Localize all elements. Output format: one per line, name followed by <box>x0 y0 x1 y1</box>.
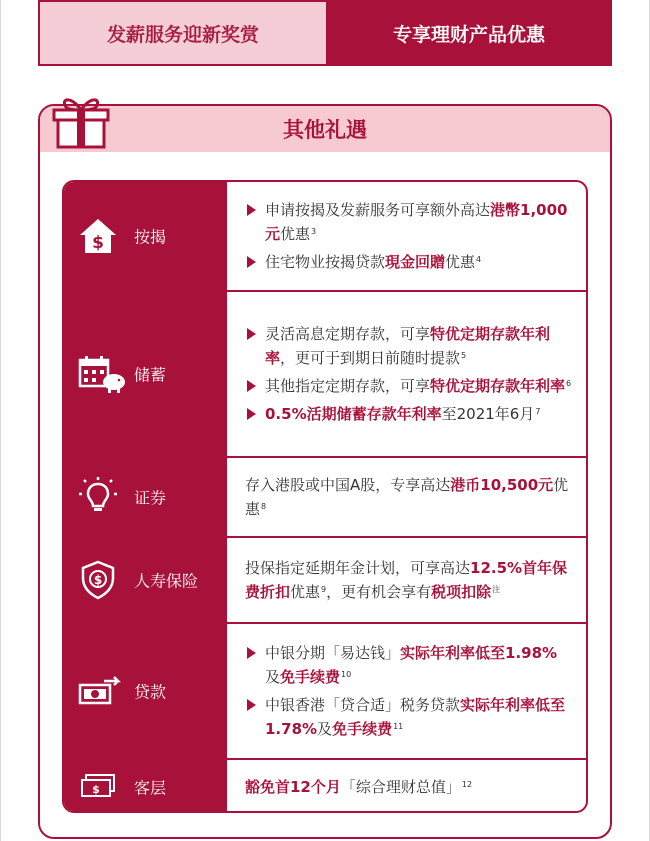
tab-payroll-welcome-rewards[interactable]: 发薪服务迎新奖赏 <box>38 0 326 66</box>
item-text: 中银香港「贷合适」税务贷款 <box>265 696 461 714</box>
calendar-piggy-bank-icon <box>78 354 128 394</box>
item-text: 「综合理财总值」 <box>340 777 461 796</box>
list-item <box>245 641 572 689</box>
house-dollar-icon <box>78 216 118 256</box>
item-highlight: 实际年利率低至1.78% <box>265 696 566 738</box>
footnote-ref[interactable]: 4 <box>476 255 482 264</box>
list-item <box>245 322 572 370</box>
item-highlight: 特优定期存款年利率 <box>265 325 551 367</box>
row-client-tier-content <box>227 760 586 813</box>
item-highlight: 免手续费 <box>280 668 341 686</box>
item-text: 优惠 <box>445 253 476 271</box>
item-text: 住宅物业按揭贷款 <box>265 253 386 271</box>
footnote-ref[interactable]: 注 <box>492 585 501 594</box>
footnote-ref[interactable]: 7 <box>535 407 541 416</box>
privileges-table <box>62 180 588 813</box>
row-label: 人寿保险 <box>134 571 199 591</box>
tab-bar <box>38 0 612 66</box>
item-text: 中银分期「易达钱」 <box>265 644 401 662</box>
svg-text:$: $ <box>92 782 100 796</box>
panel-title: 其他礼遇 <box>283 118 367 142</box>
item-text: ，更可于到期日前随时提款 <box>280 349 461 367</box>
item-text: 优惠 <box>280 225 311 243</box>
item-text: ，更有机会享有 <box>326 583 432 601</box>
item-text: 优惠 <box>290 583 321 601</box>
list-item <box>245 402 572 426</box>
row-client-tier <box>64 760 586 813</box>
footnote-ref[interactable]: 9 <box>321 585 327 594</box>
list-item <box>245 198 572 246</box>
footnote-ref[interactable]: 8 <box>261 502 267 511</box>
item-highlight: 实际年利率低至1.98% <box>400 644 558 662</box>
lightbulb-icon <box>78 477 118 517</box>
row-life-insurance <box>64 538 586 622</box>
row-text <box>245 473 572 521</box>
list-item <box>245 374 572 398</box>
item-highlight: 港币10,500元 <box>450 476 554 494</box>
row-loans-header <box>64 624 227 758</box>
row-client-tier-header <box>64 760 227 813</box>
row-label: 证券 <box>134 488 167 508</box>
row-mortgage-header <box>64 182 227 290</box>
row-loans-content <box>227 624 586 758</box>
row-savings <box>64 292 586 456</box>
shield-dollar-icon <box>78 560 118 600</box>
row-label: 贷款 <box>134 682 167 702</box>
panel-header <box>40 106 610 152</box>
footnote-ref[interactable]: 11 <box>393 722 404 731</box>
item-highlight: 0.5%活期储蓄存款年利率 <box>265 405 442 423</box>
footnote-ref[interactable]: 12 <box>461 779 473 789</box>
row-mortgage-content <box>227 182 586 290</box>
item-highlight: 豁免首12个月 <box>245 777 341 796</box>
row-savings-header <box>64 292 227 456</box>
row-securities-header <box>64 458 227 536</box>
item-text: 及 <box>265 668 281 686</box>
cash-stack-icon <box>78 767 118 807</box>
item-text: 灵活高息定期存款，可享 <box>265 325 431 343</box>
item-text: 其他指定定期存款，可享 <box>265 377 431 395</box>
footnote-ref[interactable]: 3 <box>311 227 317 236</box>
item-highlight: 特优定期存款年利率 <box>430 377 566 395</box>
list-item <box>245 250 572 274</box>
row-label: 储蓄 <box>134 365 167 385</box>
cash-transfer-icon <box>78 671 124 711</box>
item-text: 存入港股或中国A股，专享高达 <box>245 476 451 494</box>
row-life-insurance-content <box>227 538 586 622</box>
item-text: 及 <box>317 720 333 738</box>
item-text: 优惠 <box>245 476 569 518</box>
item-text: 至2021年6月 <box>441 405 535 423</box>
item-highlight: 税项扣除 <box>431 583 492 601</box>
item-text: 投保指定延期年金计划，可享高达 <box>245 559 471 577</box>
row-securities <box>64 458 586 536</box>
footnote-ref[interactable]: 5 <box>461 351 467 360</box>
svg-text:$: $ <box>93 573 103 587</box>
footnote-ref[interactable]: 6 <box>566 379 572 388</box>
row-label: 客层 <box>134 778 167 797</box>
list-item <box>245 693 572 741</box>
item-highlight: 港幣1,000元 <box>265 201 568 243</box>
item-highlight: 現金回贈 <box>385 253 446 271</box>
row-savings-content <box>227 292 586 456</box>
item-highlight: 免手续费 <box>332 720 393 738</box>
gift-box-icon <box>52 92 110 150</box>
footnote-ref[interactable]: 10 <box>341 670 352 679</box>
row-text <box>245 556 572 604</box>
item-highlight: 12.5%首年保费折扣 <box>245 559 568 601</box>
row-mortgage <box>64 182 586 290</box>
item-text: 申请按揭及发薪服务可享额外高达 <box>265 201 491 219</box>
tab-exclusive-wealth-offers[interactable]: 专享理财产品优惠 <box>326 0 612 66</box>
row-text <box>245 775 572 799</box>
row-loans <box>64 624 586 758</box>
row-securities-content <box>227 458 586 536</box>
svg-text:$: $ <box>92 233 104 253</box>
row-life-insurance-header <box>64 538 227 622</box>
row-label: 按揭 <box>134 227 167 247</box>
